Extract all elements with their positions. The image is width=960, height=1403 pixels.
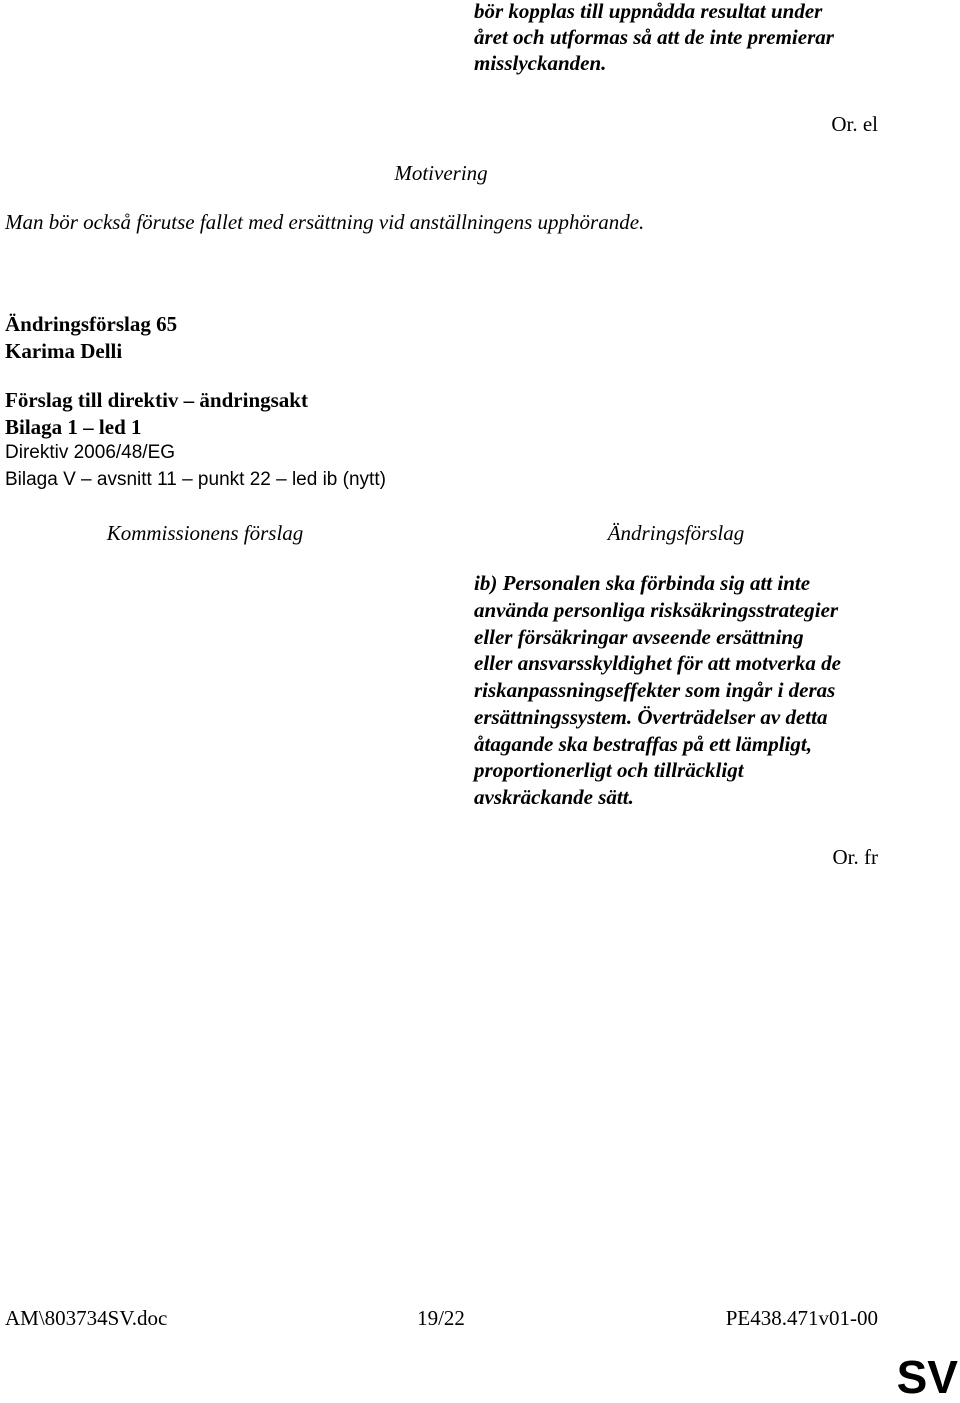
footer-pe-number: PE438.471v01-00 xyxy=(725,1306,878,1330)
footer-document-ref: AM\803734SV.doc xyxy=(5,1306,168,1330)
amendment-text xyxy=(474,570,841,811)
justification-text: Man bör också förutse fallet med ersättning vid anställningens upphörande. xyxy=(5,210,645,234)
continuation-line: året och utformas så att de inte premierar xyxy=(474,25,834,49)
continuation-line: bör kopplas till uppnådda resultat under xyxy=(474,0,823,23)
column-heading-amendment: Ändringsförslag xyxy=(607,521,745,545)
footer-page-number: 19/22 xyxy=(417,1306,465,1330)
annex-point-reference: Bilaga 1 – led 1 xyxy=(5,415,142,439)
amendment-text-line: avskräckande sätt. xyxy=(474,785,634,809)
amendment-text-line: ib) Personalen ska förbinda sig att inte xyxy=(474,571,811,595)
amendment-text-line: riskanpassningseffekter som ingår i deras xyxy=(474,678,836,702)
original-language-el: Or. el xyxy=(831,112,878,136)
amendment-text-line: eller försäkringar avseende ersättning xyxy=(474,624,804,649)
amendment-text-line: eller ansvarsskyldighet för att motverka de xyxy=(474,651,841,676)
continuation-line: misslyckanden. xyxy=(474,51,607,75)
provision-reference: Bilaga V – avsnitt 11 – punkt 22 – led ib (nytt) xyxy=(5,469,386,490)
amendment-text-line: använda personliga risksäkringsstrategier xyxy=(474,597,839,622)
amendment-text-line: proportionerligt och tillräckligt xyxy=(474,758,744,783)
column-heading-commission: Kommissionens förslag xyxy=(106,521,304,545)
original-language-fr: Or. fr xyxy=(832,845,878,869)
amendment-text-line: åtagande ska bestraffas på ett lämpligt, xyxy=(474,731,812,756)
language-badge: SV xyxy=(896,1351,958,1403)
amendment-title: Ändringsförslag 65 xyxy=(5,312,178,336)
amendment-text-line: ersättningssystem. Överträdelser av detta xyxy=(474,704,828,729)
continuation-text xyxy=(474,0,834,76)
justification-heading: Motivering xyxy=(394,161,488,185)
proposal-reference: Förslag till direktiv – ändringsakt xyxy=(5,388,308,412)
directive-reference: Direktiv 2006/48/EG xyxy=(5,442,176,463)
amendment-author: Karima Delli xyxy=(5,339,123,363)
